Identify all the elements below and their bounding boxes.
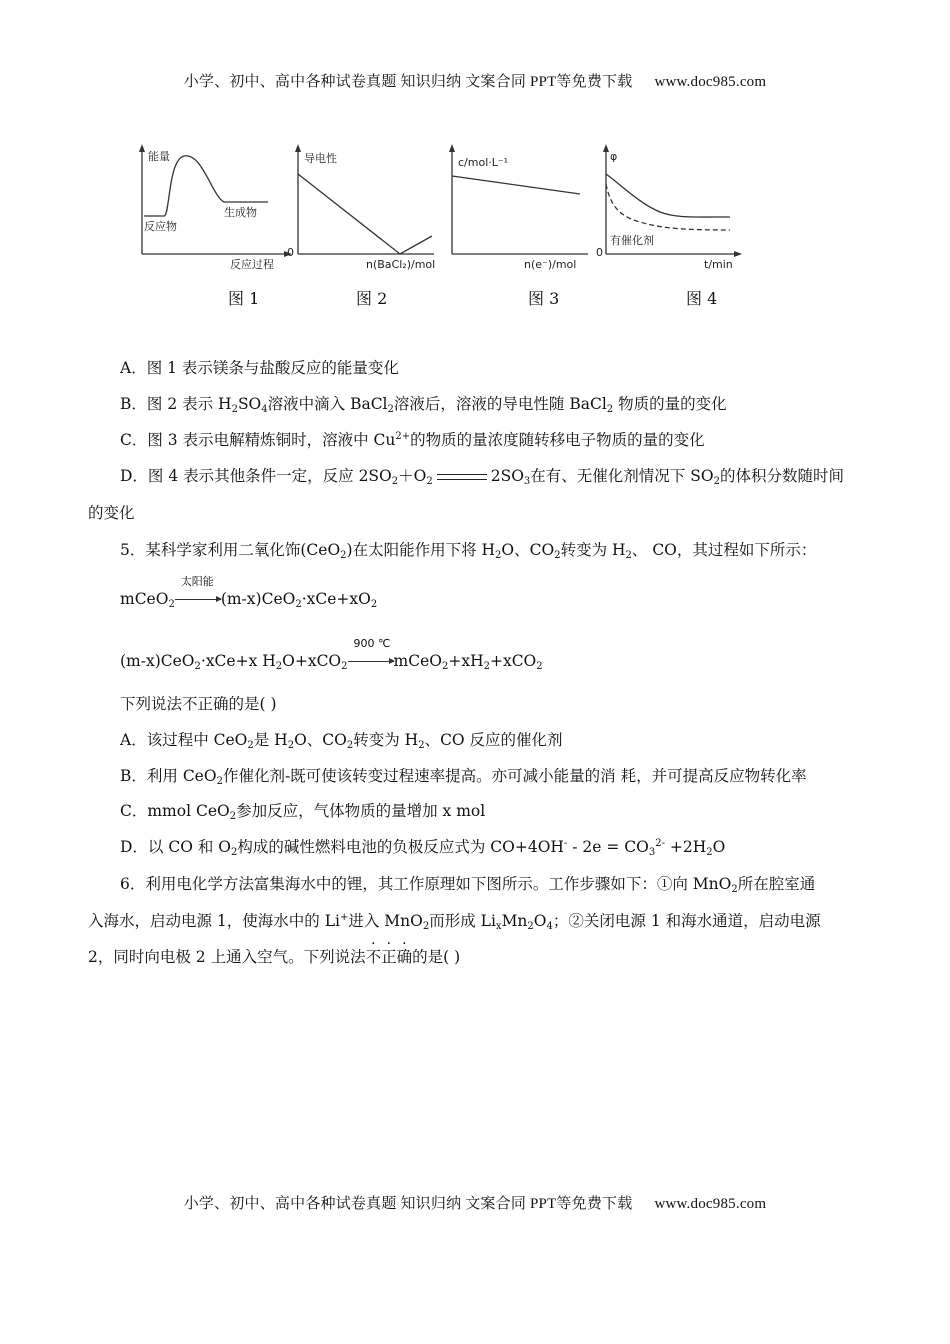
figure-1 <box>139 144 292 308</box>
fig4-y-arrow <box>603 144 609 152</box>
fig4-xlabel: t/min <box>704 258 733 271</box>
fig4-no-catalyst-curve <box>606 174 730 217</box>
fig3-y-arrow <box>449 144 455 152</box>
fig4-origin: 0 <box>596 246 603 259</box>
fig1-y-arrow <box>139 144 145 152</box>
footer-site[interactable]: www.doc985.com <box>654 1196 767 1212</box>
header-site[interactable]: www.doc985.com <box>654 74 767 90</box>
q6-line-1: 6．利用电化学方法富集海水中的锂，其工作原理如下图所示。工作步骤如下：①向 MnO$_2$所在腔室通 <box>120 875 816 895</box>
q5-option-a: A．该过程中 CeO$_2$是 $H_2O$、$CO_2$转变为 $H_2$、CO 反应的催化剂 <box>120 731 563 751</box>
figure-4 <box>596 144 742 308</box>
q5-reaction-2: (m-x)CeO$_2$·xCe+x $H_2O+xCO_2$ 900 ℃ $mCeO_2+xH_2+xCO_2$ <box>120 637 543 672</box>
q5-option-d: D．以 CO 和 $O_2$构成的碱性燃料电池的负极反应式为 $CO+4OH^- - 2e = CO_3^{2-} +2H_2O$ <box>120 838 726 858</box>
header-text: 小学、初中、高中各种试卷真题 知识归纳 文案合同 PPT等免费下载 <box>183 74 633 90</box>
figure-3 <box>449 144 588 308</box>
figures-svg <box>120 138 760 318</box>
q5-stem: 5．某科学家利用二氧化饰(CeO$_2$)在太阳能作用下将 $H_2O$、$CO_2$转变为 $H_2$、 CO，其过程如下所示： <box>120 541 817 561</box>
fig1-xlabel: 反应过程 <box>230 258 274 271</box>
fig4-x-arrow <box>734 251 742 257</box>
reaction-arrow-icon: 太阳能 <box>175 586 221 604</box>
fig1-caption: 图 1 <box>228 289 260 308</box>
fig1-product: 生成物 <box>224 206 257 219</box>
q4-option-d-cont: 的变化 <box>88 504 135 522</box>
figure-row <box>120 138 760 318</box>
fig4-ylabel: φ <box>610 150 618 163</box>
q4-option-c: C．图 3 表示电解精炼铜时，溶液中 $Cu^{2+}$的物质的量浓度随转移电子物质的量的变化 <box>120 431 705 449</box>
fig4-catalyst-curve <box>606 184 730 230</box>
fig2-origin: 0 <box>287 246 294 259</box>
fig2-y-arrow <box>295 144 301 152</box>
fig4-caption: 图 4 <box>686 289 718 308</box>
q5-reaction-1: mCeO$_2$ 太阳能 $(m-x)CeO_2\cdot xCe+xO_2$ <box>120 575 378 610</box>
fig1-ylabel: 能量 <box>148 150 170 163</box>
reaction-arrow-icon: 900 ℃ <box>348 648 394 666</box>
page-footer <box>0 1192 950 1213</box>
q4-option-d: D．图 4 表示其他条件一定，反应 $2SO_2+O_2$ $2SO_3$在有、无催化剂情况下 $SO_2$的体积分数随时间 <box>120 467 844 487</box>
footer-text: 小学、初中、高中各种试卷真题 知识归纳 文案合同 PPT等免费下载 <box>183 1196 633 1212</box>
fig3-concentration-line <box>452 176 580 194</box>
fig3-xlabel: n(e⁻)/mol <box>524 258 577 271</box>
fig2-xlabel: n(BaCl₂)/mol <box>366 258 436 271</box>
q5-option-b: B．利用 CeO$_2$作催化剂-既可使该转变过程速率提高。亦可减小能量的消 耗，并可提高反应物转化率 <box>120 767 807 787</box>
fig2-conductivity-line <box>298 174 432 254</box>
fig1-reactant: 反应物 <box>144 220 177 233</box>
q5-ask: 下列说法不正确的是( ) <box>120 695 277 713</box>
figure-2 <box>287 144 435 308</box>
q6-line-2: 入海水，启动电源 1，使海水中的 Li+进入 MnO$_2$而形成 $Li_xMn_2O_4$；②关闭电源 1 和海水通道，启动电源 <box>88 912 821 932</box>
fig3-caption: 图 3 <box>528 289 560 308</box>
page-header <box>0 70 950 91</box>
fig2-ylabel: 导电性 <box>304 152 337 165</box>
fig3-ylabel: c/mol·L⁻¹ <box>458 156 509 169</box>
equilibrium-arrow-icon <box>437 472 487 482</box>
q6-line-3: 2，同时向电极 2 上通入空气。下列说法不正确的是( ) <box>88 948 461 966</box>
fig4-catalyst-label: 有催化剂 <box>610 234 654 247</box>
q4-option-b: B．图 2 表示 $H_2SO_4$溶液中滴入 BaCl$_2$溶液后，溶液的导电性随 BaCl$_2$ 物质的量的变化 <box>120 395 727 415</box>
fig2-caption: 图 2 <box>356 289 388 308</box>
q5-option-c: C．mmol CeO$_2$参加反应，气体物质的量增加 x mol <box>120 802 486 822</box>
q4-option-a: A．图 1 表示镁条与盐酸反应的能量变化 <box>120 359 399 377</box>
